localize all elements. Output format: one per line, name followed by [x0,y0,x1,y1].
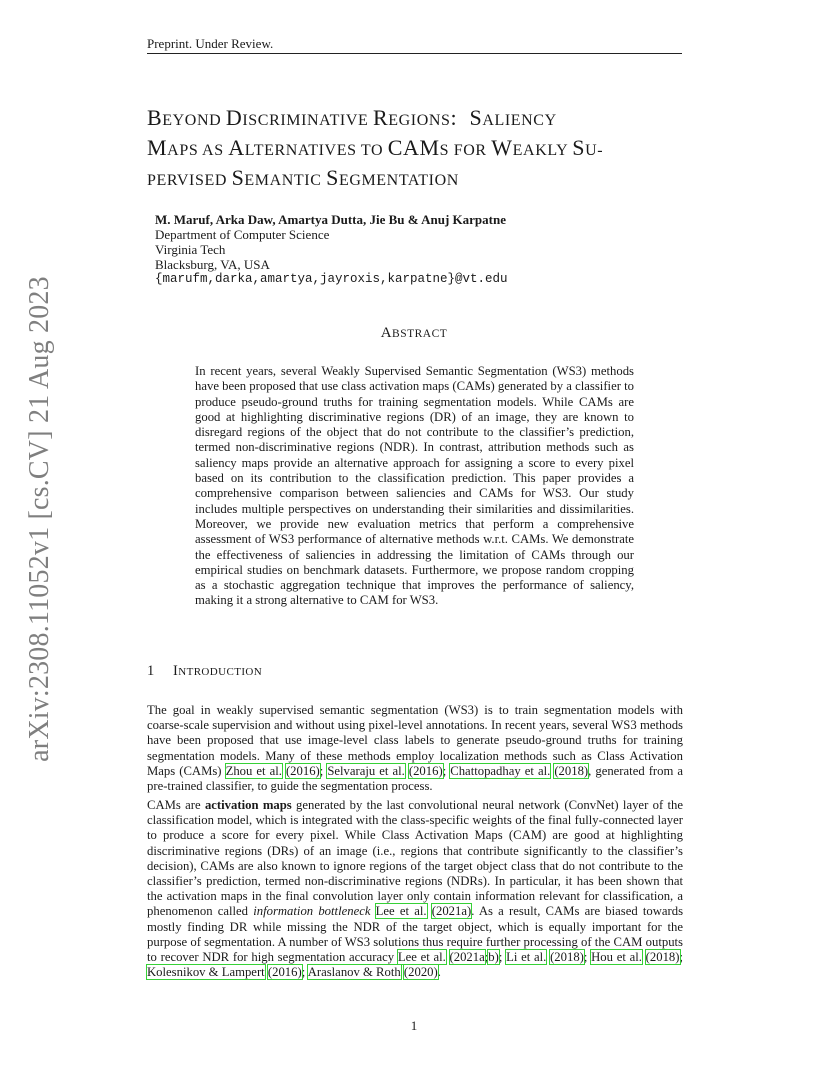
title-char: D [225,105,243,130]
paragraph-text: The goal in weakly supervised semantic segmentation (WS3) is to train segmentation models with coarse-scale supervision and without using pixel-level annotations. In recent years, several WS3 methods have been proposed that use image-level class labels to generate pseudo-ground truths for training segmentation models. Many of these methods employ localization methods such as Class Activation Maps (CAMs) [147,703,683,778]
section-title-char: I [173,663,179,679]
intro-paragraph-1 [147,703,683,794]
citation-link[interactable]: (2018) [550,950,584,965]
paper-title [147,104,685,194]
title-sc: EYOND [162,112,226,129]
citation-link[interactable]: Lee et al. [397,950,446,965]
citation-link[interactable]: Selvaraju et al. [327,763,405,778]
italic-term: information bottleneck [253,904,371,919]
header-rule [147,53,682,54]
author-department: Department of Computer Science [155,227,330,242]
title-colon: : [450,105,470,130]
paragraph-text: CAMs are [147,798,205,812]
title-char: S [231,165,245,190]
abstract-heading-sc: BSTRACT [392,328,448,340]
paragraph-text: . As a result, CAMs are biased towards mostly finding DR while missing the NDR of the target object, which is equally important for the purpose of segmentation. A number of WS3 solutions thus require further processing of the CAM outputs to recover NDR for high segmentation accuracy [147,904,684,965]
title-sc: ALIENCY [482,112,557,129]
title-sc: EMANTIC [244,172,327,189]
section-heading [147,663,262,680]
abstract-heading-char: A [380,325,393,341]
title-sc: EAKLY [512,142,573,159]
title-sc: EGMENTATION [338,172,459,189]
citation-link[interactable]: (2018) [554,763,589,778]
citation-link[interactable]: (2021a [449,950,485,965]
citation-link[interactable]: (2020) [403,965,438,980]
title-sc: PERVISED [147,172,232,189]
author-university: Virginia Tech [155,242,226,257]
title-sc: U- [585,142,604,159]
title-sc: ISCRIMINATIVE [242,112,373,129]
citation-link[interactable]: (2021a) [431,904,472,919]
title-char: B [147,105,163,130]
abstract-text: In recent years, several Weakly Supervised Semantic Segmentation (WS3) methods have been proposed that use class activation maps (CAMs) generated by a classifier to produce pseudo-ground truths for training segmentation models. While CAMs are good at highlighting discriminative regions (DR) of an image, they are known to disregard regions of the object that do not contribute to the classifier’s prediction, termed non-discriminative regions (NDR). In contrast, attribution methods such as saliency maps provide an alternative approach for assigning a score to every pixel based on its contribution to the classification prediction. This paper provides a comprehensive comparison between saliencies and CAMs for WS3. Our study includes multiple perspectives on understanding their similarities and dissimilarities. Moreover, we provide new evaluation metrics that perform a comprehensive assessment of WS3 performance of alternative methods w.r.t. CAMs. We demonstrate the effectiveness of saliencies in addressing the limitation of CAMs through our empirical studies on benchmark datasets. Furthermore, we propose random cropping as a stochastic aggregation technique that improves the performance of saliency, making it a strong alternative to CAM for WS3. [195,364,634,608]
author-email: {marufm,darka,amartya,jayroxis,karpatne}@vt.edu [155,272,508,286]
citation-link[interactable]: (2018) [645,950,680,965]
separator: ; [484,950,489,965]
title-sc: EGIONS [388,112,451,129]
paragraph-text: generated by the last convolutional neural network (ConvNet) layer of the classification model, which is integrated with the class-specific weights of the final fully-connected layer to produce a score for every pixel. While Class Activation Maps (CAM) are good at highlighting discriminative regions (DRs) of an image (i.e., regions that contribute significantly to the classifier’s decision), CAMs are also known to ignore regions of the target object class that do not contribute to the classifier’s prediction, termed non-discriminative regions (NDRs). In particular, it has been shown that the activation maps in the final convolution layer only contain information relevant for classification, a phenomenon called [147,798,683,919]
bold-term: activation maps [204,798,292,812]
citation-link[interactable]: Hou et al. [591,950,642,965]
intro-paragraph-2 [147,798,683,980]
citation-link[interactable]: Kolesnikov & Lampert [147,965,265,980]
separator: ; [583,950,592,965]
title-char: S [469,105,483,130]
citation-link[interactable]: Li et al. [506,950,547,965]
paragraph-text: . [437,965,441,980]
citation-link[interactable]: Zhou et al. [225,763,282,778]
title-char: S [326,165,339,190]
title-char: A [228,135,245,160]
title-sc: APS AS [167,142,229,159]
author-location: Blacksburg, VA, USA [155,257,270,272]
title-sc: S FOR [439,142,492,159]
section-number: 1 [147,663,155,679]
page-number: 1 [410,1018,418,1033]
citation-link[interactable]: Lee et al. [375,904,427,919]
title-char: W [491,135,513,160]
separator: ; [301,965,308,980]
author-names: M. Maruf, Arka Daw, Amartya Dutta, Jie Bu & Anuj Karpatne [155,212,506,227]
title-char: CAM [387,135,440,160]
citation-link[interactable]: b) [488,950,499,965]
title-char: S [572,135,586,160]
citation-link[interactable]: (2016) [267,965,302,980]
separator: ; [498,950,507,965]
title-sc: LTERNATIVES TO [244,142,388,159]
running-header: Preprint. Under Review. [147,36,274,51]
separator: ; [442,763,451,778]
title-char: M [147,135,168,160]
paragraph-text: , generated from a pre-trained classifier, to guide the segmentation process. [147,763,684,794]
arxiv-identifier[interactable]: arXiv:2308.11052v1 [cs.CV] 21 Aug 2023 [24,276,55,762]
separator: ; [319,763,328,778]
paragraph-text [370,904,375,918]
citation-link[interactable]: (2016) [408,763,443,778]
title-char: R [373,105,389,130]
author-block [155,212,655,287]
section-title-sc: NTRODUCTION [178,666,263,678]
citation-link[interactable]: Araslanov & Roth [307,965,401,980]
citation-link[interactable]: Chattopadhay et al. [450,763,551,778]
separator: ; [679,950,684,965]
citation-link[interactable]: (2016) [285,763,320,778]
abstract-heading [0,325,828,342]
